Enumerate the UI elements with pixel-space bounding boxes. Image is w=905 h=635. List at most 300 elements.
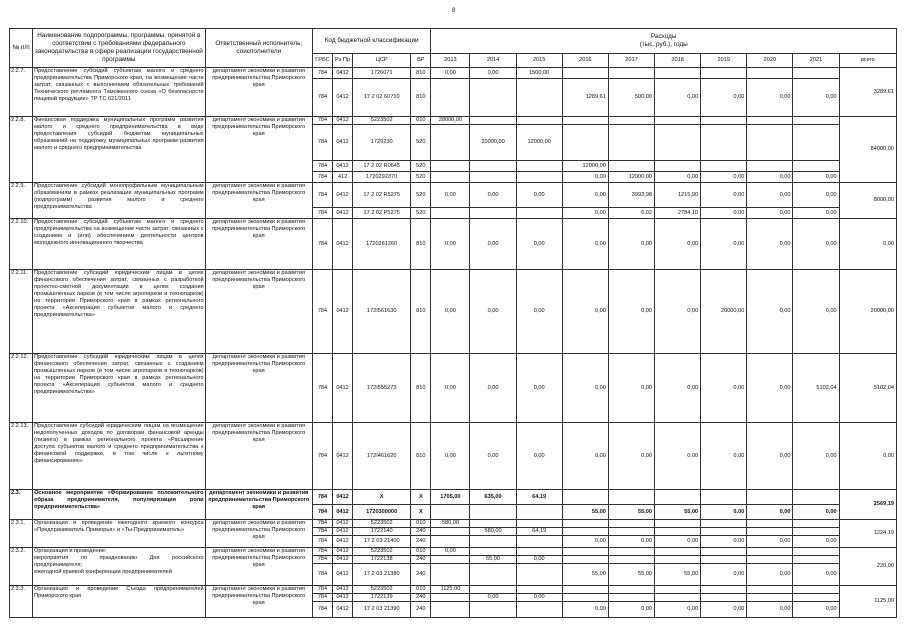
cell-csr: 17 2 03 21400 [353,535,411,547]
row-name: Предоставление субсидий юридическим лицам в целях финансового обеспечения затрат, связанных с созданием промышленных парков (в том числе агропарков и технопарков) на территории Приморского края в рамках регионального проекта «Акселерация субъектов малого и среднего предпринимательства» [33,354,206,423]
cell-vr: X [411,490,431,505]
cell-expense: 0,00 [608,354,654,423]
cell-expense [562,555,608,563]
cell-grbs: 784 [312,535,332,547]
row-responsible: департамент экономики и развития предпринимательства Приморского края [205,183,312,219]
cell-expense: 0,00 [516,183,562,208]
cell-expense [655,520,701,528]
cell-rzpr: 0412 [333,505,353,520]
row-responsible: департамент экономики и развития предпринимательства Приморского края [205,117,312,183]
row-name: Организация и проведение Съезда предпринимателей Приморского края [33,585,206,617]
cell-expense [793,117,839,125]
row-name: Основное мероприятие «Формирование положительного образа предпринимателя, популяризация роли предпринимательства» [33,490,206,520]
cell-expense: 0,00 [701,563,747,585]
cell-grbs: 784 [312,208,332,219]
row-responsible: департамент экономики и развития предпринимательства Приморского края [205,68,312,117]
row-name: Организация и проведение: мероприятия по празднованию Дня российского предпринимателя; ежегодной краевой конференции предпринимателей [33,547,206,585]
cell-expense [793,490,839,505]
cell-rzpr: 0412 [333,208,353,219]
row-responsible: департамент экономики и развития предпринимательства Приморского края [205,585,312,617]
cell-expense: 55,00 [470,555,516,563]
header-expenses: Расходы (тыс. руб.), годы [431,29,897,54]
cell-expense [608,527,654,535]
cell-expense [747,593,793,601]
cell-expense: 0,00 [431,547,470,555]
cell-vr: 010 [411,547,431,555]
cell-expense: 0,00 [793,79,839,117]
cell-expense: 0,00 [747,563,793,585]
cell-expense: 0,00 [747,535,793,547]
cell-expense: 55,00 [608,505,654,520]
cell-expense [470,505,516,520]
cell-expense: 0,00 [701,601,747,617]
header-responsible: Ответственный исполнитель, соисполнители [205,29,312,68]
cell-expense [516,520,562,528]
row-total: 1125,00 [839,585,896,617]
cell-expense [516,585,562,593]
cell-expense: 0,00 [470,423,516,490]
row-total: 0,00 [839,219,896,270]
cell-expense [608,547,654,555]
cell-rzpr: 0412 [333,490,353,505]
cell-expense [562,593,608,601]
cell-expense: 0,00 [562,208,608,219]
cell-vr: 240 [411,527,431,535]
cell-expense: 1289,61 [562,79,608,117]
header-year: 2014 [470,54,516,68]
cell-vr: 810 [411,423,431,490]
cell-expense [608,593,654,601]
cell-csr: 17 2 02 R5275 [353,183,411,208]
cell-expense: 0,00 [701,505,747,520]
table-row [10,270,897,354]
row-total: 3289,61 [839,68,896,117]
cell-expense [562,68,608,79]
cell-expense [701,547,747,555]
cell-expense: 0,00 [562,601,608,617]
cell-expense [747,527,793,535]
cell-expense: 0,00 [655,354,701,423]
cell-expense: 0,00 [793,270,839,354]
row-responsible: департамент экономики и развития предпринимательства Приморского края [205,219,312,270]
cell-vr: 240 [411,535,431,547]
cell-expense [793,527,839,535]
cell-expense: 20000,00 [701,270,747,354]
cell-vr: 010 [411,585,431,593]
cell-vr: 240 [411,601,431,617]
cell-expense [793,547,839,555]
row-total: 1224,19 [839,520,896,548]
cell-rzpr: 0412 [333,219,353,270]
cell-vr: 520 [411,208,431,219]
table-row [10,68,897,79]
row-total: 5102,04 [839,354,896,423]
row-number: 2.2.10. [10,219,33,270]
cell-expense: 0,00 [431,68,470,79]
cell-expense: 0,00 [470,354,516,423]
cell-expense [562,125,608,161]
cell-csr: 17 2 02 R0645 [353,161,411,172]
row-total: 8000,00 [839,183,896,219]
row-name: Предоставление субсидий юридическим лицам на возмещение недополученных доходов по договорам финансовой аренды (лизинга) в рамках регионального проекта «Расширение доступа субъектов малого и среднего предпринимательства к финансовой поддержке, в том числе к льготному финансированию» [33,423,206,490]
cell-expense: 5102,04 [793,354,839,423]
cell-vr: 810 [411,219,431,270]
cell-expense [608,125,654,161]
cell-expense: 55,00 [562,563,608,585]
cell-expense [431,125,470,161]
cell-rzpr: 0412 [333,593,353,601]
row-number: 2.3. [10,490,33,520]
header-year: 2019 [701,54,747,68]
cell-expense [655,527,701,535]
cell-expense [793,555,839,563]
cell-expense [516,547,562,555]
cell-expense [516,208,562,219]
cell-expense [431,555,470,563]
row-name: Организация и проведение ежегодного краевого конкурса «Предприниматель Приморья» и «Ты-Предприниматель» [33,520,206,548]
cell-expense [747,68,793,79]
cell-expense [431,208,470,219]
cell-grbs: 784 [312,527,332,535]
cell-expense: 12000,00 [516,125,562,161]
cell-expense: 635,00 [470,490,516,505]
cell-expense [793,125,839,161]
cell-expense [793,585,839,593]
cell-expense [431,79,470,117]
cell-expense [431,161,470,172]
cell-grbs: 784 [312,505,332,520]
cell-expense [793,161,839,172]
header-code-col: Рз Пр [333,54,353,68]
cell-expense [655,161,701,172]
cell-expense [793,593,839,601]
row-name: Финансовая поддержка муниципальных программ развития малого и среднего предпринимательства в виде предоставления субсидий бюджетам муниципальных образований на поддержку муниципальных программ развития малого и среднего предпринимательства [33,117,206,183]
cell-expense: 500,00 [608,79,654,117]
expenses-table [9,28,897,618]
cell-expense [608,490,654,505]
cell-grbs: 784 [312,563,332,585]
cell-expense [516,79,562,117]
cell-expense: 0,00 [793,563,839,585]
cell-rzpr: 0412 [333,527,353,535]
cell-rzpr: 412 [333,172,353,183]
cell-expense [608,68,654,79]
row-name: Предоставление субсидий юридическим лицам в целях финансового обеспечения затрат, связанных с разработкой проектно-сметной документации в целях создания промышленных парков (в том числе агропарков и технопарков) на территории Приморского края в рамках регионального проекта «Акселерация субъектов малого и среднего предпринимательства» [33,270,206,354]
cell-expense: 0,00 [562,183,608,208]
cell-vr: 240 [411,593,431,601]
page-number: 8 [452,8,456,14]
row-total: 220,00 [839,547,896,585]
cell-csr: 172I561630 [353,270,411,354]
cell-vr: 810 [411,79,431,117]
cell-expense: 0,00 [470,219,516,270]
cell-expense: 1125,00 [431,585,470,593]
header-code-col: ВР [411,54,431,68]
cell-rzpr: 0412 [333,547,353,555]
cell-expense [516,563,562,585]
cell-expense: 0,00 [516,219,562,270]
cell-expense [747,547,793,555]
header-total: всего [839,54,896,68]
cell-grbs: 784 [312,68,332,79]
cell-grbs: 784 [312,547,332,555]
cell-expense: 0,00 [431,354,470,423]
cell-vr: 810 [411,68,431,79]
header-code-col: ЦСР [353,54,411,68]
cell-rzpr: 0412 [333,535,353,547]
cell-grbs: 784 [312,593,332,601]
cell-expense: 0,00 [701,354,747,423]
cell-expense [747,490,793,505]
row-total: 20000,00 [839,270,896,354]
row-number: 2.2.12. [10,354,33,423]
row-name: Предоставление субсидий монопрофильным муниципальным образованиям в рамках реализации муниципальных программ (подпрограмм) развития малого и среднего предпринимательства [33,183,206,219]
cell-expense: 0,00 [793,535,839,547]
cell-grbs: 784 [312,601,332,617]
cell-expense: 1705,00 [431,490,470,505]
header-year: 2016 [562,54,608,68]
cell-rzpr: 0412 [333,354,353,423]
header-year: 2017 [608,54,654,68]
row-responsible: департамент экономики и развития предпринимательства Приморского края [205,490,312,520]
row-responsible: департамент экономики и развития предпринимательства Приморского края [205,354,312,423]
cell-vr: 240 [411,555,431,563]
cell-expense [516,172,562,183]
cell-expense: 0,00 [470,183,516,208]
table-row [10,219,897,270]
cell-csr: 17 2 03 21380 [353,563,411,585]
row-responsible: департамент экономики и развития предпринимательства Приморского края [205,270,312,354]
header-budget-code: Код бюджетной классификации [312,29,430,54]
cell-grbs: 784 [312,555,332,563]
cell-expense [655,555,701,563]
cell-expense [470,117,516,125]
cell-expense [793,68,839,79]
cell-csr: 17 2 03 21390 [353,601,411,617]
table-row [10,354,897,423]
cell-expense [470,585,516,593]
cell-expense: 0,00 [562,270,608,354]
cell-expense: 0,00 [470,270,516,354]
cell-expense: 0,00 [701,172,747,183]
cell-rzpr: 0412 [333,125,353,161]
cell-expense [516,117,562,125]
cell-expense: 0,00 [793,208,839,219]
table-row [10,183,897,208]
cell-expense [470,208,516,219]
cell-expense: 6,02 [608,208,654,219]
row-number: 2.2.13. [10,423,33,490]
header-code-col: ГРБС [312,54,332,68]
cell-expense: 55,00 [608,563,654,585]
cell-expense [747,555,793,563]
cell-expense [655,490,701,505]
cell-csr: 1720261260 [353,219,411,270]
cell-expense [470,563,516,585]
cell-expense [516,535,562,547]
cell-expense [655,593,701,601]
cell-expense [516,505,562,520]
cell-rzpr: 0412 [333,423,353,490]
cell-expense: 0,00 [608,601,654,617]
table-row [10,423,897,490]
cell-grbs: 784 [312,270,332,354]
cell-grbs: 784 [312,490,332,505]
cell-vr: 010 [411,520,431,528]
cell-expense: 0,00 [793,183,839,208]
cell-expense: 55,00 [562,505,608,520]
cell-expense [701,520,747,528]
cell-expense: 0,00 [701,535,747,547]
cell-rzpr: 0412 [333,161,353,172]
cell-expense [431,505,470,520]
cell-expense: 0,00 [608,535,654,547]
cell-expense: 0,00 [793,219,839,270]
cell-expense [701,161,747,172]
cell-expense: 0,00 [655,601,701,617]
cell-grbs: 784 [312,161,332,172]
cell-expense: 0,00 [516,555,562,563]
cell-expense: 0,00 [608,219,654,270]
cell-csr: 1722138 [353,555,411,563]
header-num: № п/п [10,29,33,68]
cell-expense: 0,00 [470,68,516,79]
cell-expense: 0,00 [793,172,839,183]
table-row [10,585,897,593]
cell-expense: 0,00 [608,423,654,490]
cell-rzpr: 0412 [333,555,353,563]
cell-expense [431,601,470,617]
cell-expense [608,161,654,172]
cell-rzpr: 0412 [333,68,353,79]
cell-expense: 0,00 [516,354,562,423]
row-responsible: департамент экономики и развития предпринимательства Приморского края [205,547,312,585]
cell-vr: 240 [411,563,431,585]
cell-expense [747,585,793,593]
cell-expense: 0,00 [747,270,793,354]
cell-rzpr: 0412 [333,183,353,208]
cell-grbs: 784 [312,183,332,208]
cell-expense [431,527,470,535]
cell-expense: 28000,00 [431,117,470,125]
cell-expense [608,520,654,528]
cell-expense: 0,00 [747,219,793,270]
cell-expense: 0,00 [562,423,608,490]
header-year: 2021 [793,54,839,68]
cell-expense: 55,00 [655,505,701,520]
cell-rzpr: 0412 [333,270,353,354]
cell-expense [562,547,608,555]
cell-csr: X [353,490,411,505]
table-row [10,117,897,125]
cell-expense: 0,00 [655,172,701,183]
cell-expense [562,117,608,125]
cell-expense: 0,00 [431,423,470,490]
cell-expense [747,125,793,161]
row-number: 2.3.1. [10,520,33,548]
cell-expense: 0,00 [562,535,608,547]
header-year: 2015 [516,54,562,68]
cell-expense [470,547,516,555]
cell-expense: 0,00 [701,208,747,219]
cell-expense: 0,00 [562,354,608,423]
cell-expense [701,585,747,593]
cell-expense: 0,00 [747,354,793,423]
cell-csr: 1720292370 [353,172,411,183]
cell-grbs: 784 [312,79,332,117]
row-total: 0,00 [839,423,896,490]
cell-expense [470,172,516,183]
cell-expense: 0,00 [608,270,654,354]
cell-expense: 0,00 [747,423,793,490]
cell-vr: 520 [411,172,431,183]
cell-vr: 520 [411,125,431,161]
cell-expense: 580,00 [431,520,470,528]
cell-csr: 5223502 [353,547,411,555]
cell-csr: 5223502 [353,117,411,125]
cell-csr: 172I461620 [353,423,411,490]
cell-expense [431,593,470,601]
cell-expense [608,117,654,125]
cell-expense: 0,00 [701,183,747,208]
cell-grbs: 784 [312,423,332,490]
cell-vr: 810 [411,354,431,423]
cell-rzpr: 0412 [333,520,353,528]
cell-grbs: 784 [312,585,332,593]
cell-expense: 0,00 [562,172,608,183]
cell-expense: 0,00 [516,423,562,490]
cell-expense [701,555,747,563]
cell-expense: 0,00 [655,219,701,270]
cell-expense [655,125,701,161]
cell-expense: 0,00 [431,270,470,354]
cell-expense [516,601,562,617]
row-responsible: департамент экономики и развития предпринимательства Приморского края [205,423,312,490]
cell-expense [516,161,562,172]
cell-rzpr: 0412 [333,585,353,593]
cell-expense [747,520,793,528]
cell-rzpr: 0412 [333,117,353,125]
cell-csr: 1726071 [353,68,411,79]
cell-expense [747,161,793,172]
cell-expense: 0,00 [701,219,747,270]
cell-expense [562,527,608,535]
cell-expense: 0,00 [516,270,562,354]
cell-expense [608,555,654,563]
cell-grbs: 784 [312,354,332,423]
row-name: Предоставление субсидий субъектам малого и среднего предпринимательства Приморского края, на возмещение части затрат, связанных с выполнением обязательных требований Технического регламента Таможенного союза «О безопасности пищевой продукции» ТР ТС 021/2011 [33,68,206,117]
cell-expense: 0,00 [701,423,747,490]
cell-csr: 17 2 02 P5275 [353,208,411,219]
cell-expense: 3993,98 [608,183,654,208]
cell-grbs: 784 [312,125,332,161]
cell-expense: 0,00 [793,505,839,520]
cell-expense: 0,00 [431,183,470,208]
cell-grbs: 784 [312,520,332,528]
cell-grbs: 784 [312,117,332,125]
cell-vr: 810 [411,270,431,354]
cell-expense [562,585,608,593]
header-year: 2020 [747,54,793,68]
cell-rzpr: 0412 [333,601,353,617]
cell-expense: 0,00 [747,172,793,183]
cell-expense: 0,00 [747,505,793,520]
cell-expense [470,79,516,117]
cell-expense: 0,00 [747,79,793,117]
cell-expense [470,535,516,547]
cell-expense [701,490,747,505]
cell-csr: 1722140 [353,527,411,535]
